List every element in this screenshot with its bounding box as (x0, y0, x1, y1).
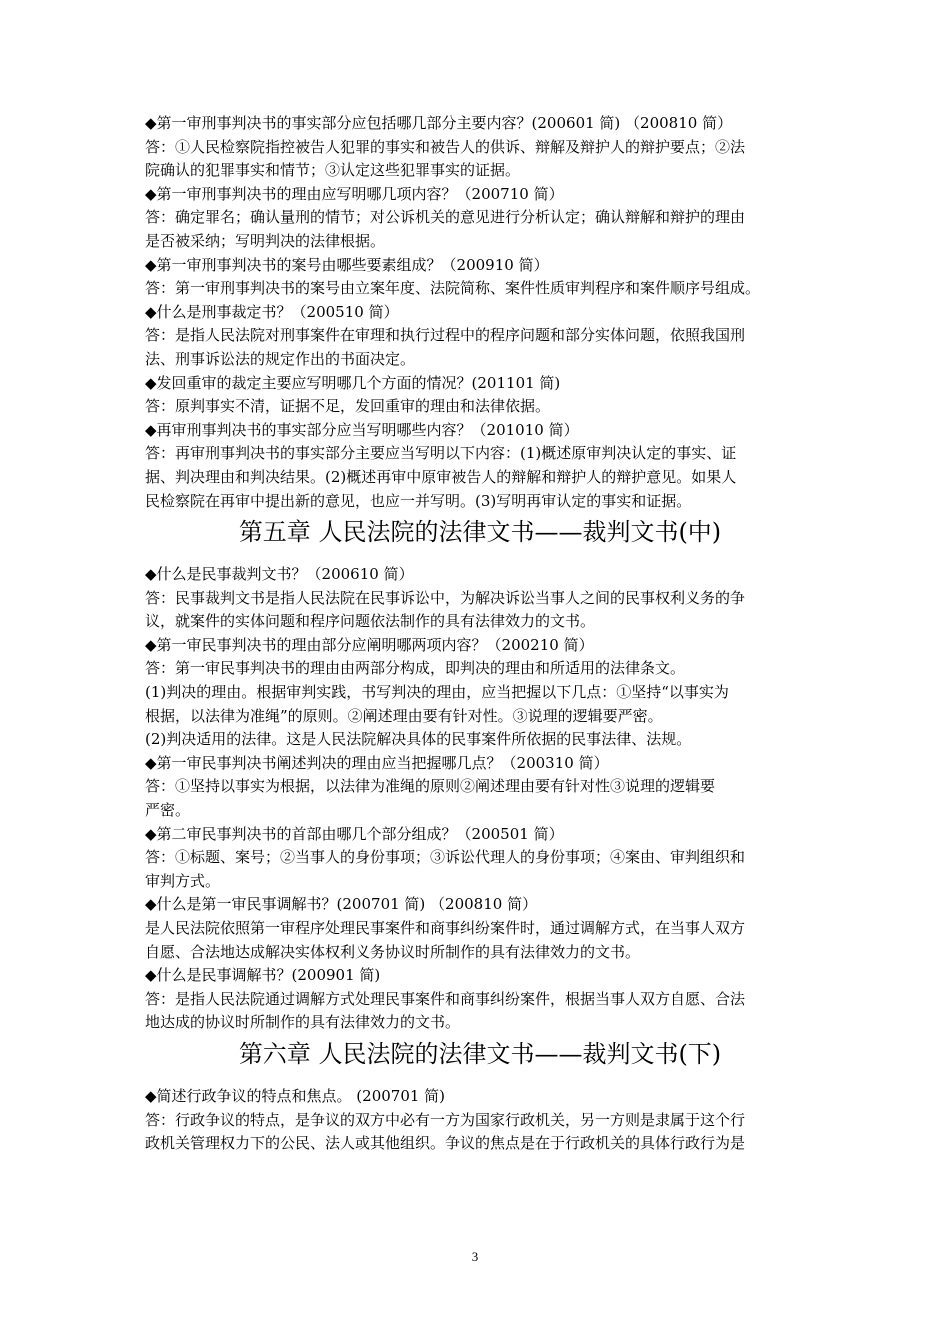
answer-line: 答：①坚持以事实为根据，以法律为准绳的原则②阐述理由要有针对性③说理的逻辑要 (145, 777, 716, 796)
question-line: ◆什么是民事裁判文书？（200610 简） (145, 565, 414, 584)
question-line: ◆第一审刑事判决书的理由应写明哪几项内容？（200710 简） (145, 184, 564, 203)
answer-line: 答：是指人民法院对刑事案件在审理和执行过程中的程序问题和部分实体问题，依照我国刑 (145, 326, 746, 345)
question-line: ◆第一审刑事判决书的案号由哪些要素组成？（200910 简） (145, 255, 549, 274)
question-line: ◆第一审民事判决书的理由部分应阐明哪两项内容？（200210 简） (145, 635, 594, 654)
answer-line: 民检察院在再审中提出新的意见，也应一并写明。(3)写明再审认定的事实和证据。 (145, 491, 692, 510)
answer-line: 答：是指人民法院通过调解方式处理民事案件和商事纠纷案件，根据当事人双方自愿、合法 (145, 989, 746, 1008)
question-line: ◆什么是民事调解书？(200901 简) (145, 966, 381, 985)
answer-line: 严密。 (145, 801, 191, 820)
answer-line: 答：确定罪名；确认量刑的情节；对公诉机关的意见进行分析认定；确认辩解和辩护的理由 (145, 208, 746, 227)
page-number: 3 (471, 1249, 479, 1264)
question-line: ◆简述行政争议的特点和焦点。 (200701 简) (145, 1086, 446, 1105)
answer-line: 答：①标题、案号；②当事人的身份事项；③诉讼代理人的身份事项；④案由、审判组织和 (145, 848, 746, 867)
chapter-heading: 第五章 人民法院的法律文书——裁判文书(中) (238, 518, 722, 547)
question-line: ◆第一审刑事判决书的事实部分应包括哪几部分主要内容？(200601 简) （200810 简） (145, 114, 733, 132)
answer-line: 地达成的协议时所制作的具有法律效力的文书。 (145, 1013, 461, 1032)
answer-line: 议，就案件的实体问题和程序问题依法制作的具有法律效力的文书。 (145, 612, 596, 631)
answer-line: 是人民法院依照第一审程序处理民事案件和商事纠纷案件时，通过调解方式，在当事人双方 (145, 919, 746, 937)
answer-line: 答：第一审民事判决书的理由由两部分构成，即判决的理由和所适用的法律条文。 (145, 659, 686, 678)
question-line: ◆发回重审的裁定主要应写明哪几个方面的情况？(201101 简) (145, 373, 561, 392)
answer-line: 自愿、合法地达成解决实体权利义务协议时所制作的具有法律效力的文书。 (145, 942, 641, 961)
answer-line: 答：行政争议的特点，是争议的双方中必有一方为国家行政机关，另一方则是隶属于这个行 (145, 1110, 746, 1129)
question-line: ◆什么是第一审民事调解书？(200701 简) （200810 简） (145, 895, 538, 914)
answer-line: 审判方式。 (145, 871, 221, 890)
answer-line: 院确认的犯罪事实和情节；③认定这些犯罪事实的证据。 (145, 161, 521, 180)
answer-line: (1)判决的理由。根据审判实践，书写判决的理由，应当把握以下几点：①坚持“以事实为 (145, 683, 729, 702)
question-line: ◆什么是刑事裁定书？（200510 简） (145, 302, 399, 321)
answer-line: 答：原判事实不清，证据不足，发回重审的理由和法律依据。 (145, 397, 551, 416)
answer-line: 是否被采纳；写明判决的法律根据。 (145, 231, 386, 250)
answer-line: 答：民事裁判文书是指人民法院在民事诉讼中，为解决诉讼当事人之间的民事权利义务的争 (145, 588, 746, 607)
answer-line: 答：再审刑事判决书的事实部分主要应当写明以下内容：(1)概述原审判决认定的事实、证 (145, 444, 737, 463)
answer-line: 据、判决理由和判决结果。(2)概述再审中原审被告人的辩解和辩护人的辩护意见。如果人 (145, 467, 737, 486)
question-line: ◆第二审民事判决书的首部由哪几个部分组成？（200501 简） (145, 824, 564, 843)
answer-line: (2)判决适用的法律。这是人民法院解决具体的民事案件所依据的民事法律、法规。 (145, 730, 692, 749)
answer-line: 根据，以法律为准绳”的原则。②阐述理由要有针对性。③说理的逻辑要严密。 (145, 706, 663, 725)
answer-line: 答：①人民检察院指控被告人犯罪的事实和被告人的供诉、辩解及辩护人的辩护要点；②法 (145, 137, 746, 156)
answer-line: 政机关管理权力下的公民、法人或其他组织。争议的焦点是在于行政机关的具体行政行为是 (145, 1134, 746, 1153)
answer-line: 法、刑事诉讼法的规定作出的书面决定。 (145, 349, 416, 368)
answer-line: 答：第一审刑事判决书的案号由立案年度、法院简称、案件性质审判程序和案件顺序号组成。 (145, 279, 761, 298)
question-line: ◆第一审民事判决书阐述判决的理由应当把握哪几点？（200310 简） (145, 753, 609, 772)
chapter-heading: 第六章 人民法院的法律文书——裁判文书(下) (238, 1039, 722, 1068)
question-line: ◆再审刑事判决书的事实部分应当写明哪些内容？（201010 简） (145, 420, 579, 439)
document-page (145, 112, 815, 1156)
